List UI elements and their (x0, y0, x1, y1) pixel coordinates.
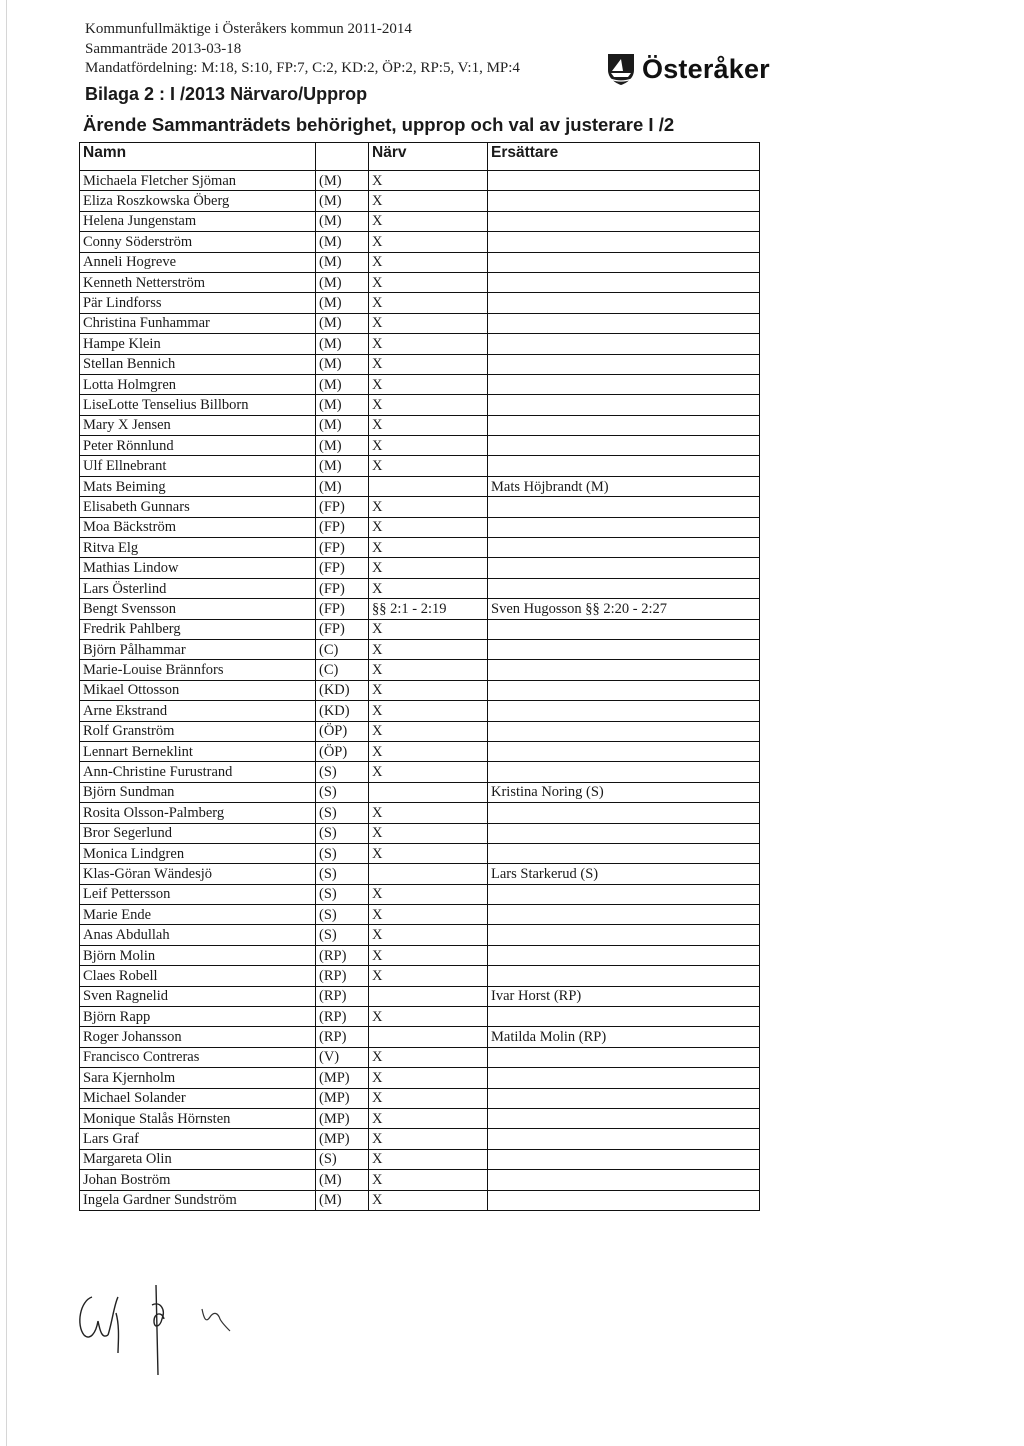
attendance-mark: X (369, 619, 488, 639)
table-row (80, 497, 760, 517)
member-party: (S) (316, 762, 369, 782)
table-row (80, 884, 760, 904)
member-name: Rolf Granström (80, 721, 316, 741)
attendance-mark: X (369, 313, 488, 333)
attendance-mark: X (369, 232, 488, 252)
member-party: (M) (316, 232, 369, 252)
substitute-name (488, 171, 760, 191)
member-party: (M) (316, 456, 369, 476)
member-party: (FP) (316, 578, 369, 598)
table-row (80, 1007, 760, 1027)
table-row (80, 782, 760, 802)
member-name: Leif Pettersson (80, 884, 316, 904)
substitute-name (488, 1108, 760, 1128)
table-row (80, 293, 760, 313)
substitute-name (488, 497, 760, 517)
member-party: (M) (316, 171, 369, 191)
member-name: Arne Ekstrand (80, 701, 316, 721)
attendance-mark: X (369, 415, 488, 435)
substitute-name (488, 1007, 760, 1027)
table-row (80, 1027, 760, 1047)
member-party: (S) (316, 782, 369, 802)
member-name: Anneli Hogreve (80, 252, 316, 272)
column-header-substitute: Ersättare (488, 143, 760, 171)
column-header-attendance: Närv (369, 143, 488, 171)
attendance-mark: X (369, 843, 488, 863)
attendance-mark: X (369, 803, 488, 823)
substitute-name (488, 578, 760, 598)
member-party: (FP) (316, 619, 369, 639)
table-row (80, 456, 760, 476)
member-name: Christina Funhammar (80, 313, 316, 333)
table-row (80, 762, 760, 782)
substitute-name (488, 395, 760, 415)
header-council-line: Kommunfullmäktige i Österåkers kommun 2011-2014 (85, 21, 412, 37)
member-name: Klas-Göran Wändesjö (80, 864, 316, 884)
substitute-name (488, 1190, 760, 1210)
attendance-mark: X (369, 293, 488, 313)
member-party: (KD) (316, 701, 369, 721)
substitute-name (488, 1129, 760, 1149)
substitute-name (488, 232, 760, 252)
table-row (80, 1129, 760, 1149)
member-party: (RP) (316, 1027, 369, 1047)
table-row (80, 395, 760, 415)
member-name: Elisabeth Gunnars (80, 497, 316, 517)
scan-edge-line (6, 0, 7, 1446)
table-row (80, 599, 760, 619)
member-name: Moa Bäckström (80, 517, 316, 537)
member-party: (MP) (316, 1129, 369, 1149)
table-row (80, 252, 760, 272)
substitute-name (488, 558, 760, 578)
member-party: (S) (316, 803, 369, 823)
member-party: (ÖP) (316, 741, 369, 761)
table-row (80, 741, 760, 761)
substitute-name (488, 823, 760, 843)
member-name: Stellan Bennich (80, 354, 316, 374)
column-header-party (316, 143, 369, 171)
member-party: (M) (316, 191, 369, 211)
attendance-mark: X (369, 517, 488, 537)
table-row (80, 1088, 760, 1108)
member-name: Mats Beiming (80, 476, 316, 496)
member-name: Claes Robell (80, 966, 316, 986)
attendance-mark: X (369, 945, 488, 965)
member-party: (M) (316, 252, 369, 272)
table-row (80, 966, 760, 986)
member-name: Bengt Svensson (80, 599, 316, 619)
member-party: (FP) (316, 497, 369, 517)
substitute-name (488, 374, 760, 394)
attendance-mark: §§ 2:1 - 2:19 (369, 599, 488, 619)
header-seat-distribution: Mandatfördelning: M:18, S:10, FP:7, C:2, KD:2, ÖP:2, RP:5, V:1, MP:4 (85, 60, 520, 76)
member-name: Roger Johansson (80, 1027, 316, 1047)
substitute-name (488, 803, 760, 823)
table-row (80, 1149, 760, 1169)
attendance-mark: X (369, 252, 488, 272)
attendance-mark: X (369, 660, 488, 680)
member-name: Sven Ragnelid (80, 986, 316, 1006)
table-row (80, 313, 760, 333)
member-party: (M) (316, 211, 369, 231)
member-party: (M) (316, 272, 369, 292)
member-name: Ritva Elg (80, 538, 316, 558)
member-party: (FP) (316, 538, 369, 558)
table-row (80, 945, 760, 965)
table-row (80, 1108, 760, 1128)
attendance-mark: X (369, 639, 488, 659)
member-party: (M) (316, 1170, 369, 1190)
table-row (80, 619, 760, 639)
member-party: (M) (316, 293, 369, 313)
member-name: Björn Rapp (80, 1007, 316, 1027)
attendance-mark: X (369, 1108, 488, 1128)
attendance-mark: X (369, 884, 488, 904)
attendance-mark (369, 476, 488, 496)
member-party: (C) (316, 639, 369, 659)
member-name: Michaela Fletcher Sjöman (80, 171, 316, 191)
substitute-name (488, 293, 760, 313)
member-party: (V) (316, 1047, 369, 1067)
member-party: (M) (316, 476, 369, 496)
attendance-mark: X (369, 578, 488, 598)
substitute-name: Kristina Noring (S) (488, 782, 760, 802)
table-row (80, 558, 760, 578)
attendance-mark: X (369, 925, 488, 945)
member-name: Margareta Olin (80, 1149, 316, 1169)
attendance-mark: X (369, 395, 488, 415)
member-party: (S) (316, 843, 369, 863)
table-row (80, 517, 760, 537)
table-row (80, 864, 760, 884)
member-name: Monique Stalås Hörnsten (80, 1108, 316, 1128)
member-party: (S) (316, 884, 369, 904)
attendance-table (79, 142, 760, 1211)
member-party: (M) (316, 374, 369, 394)
table-row (80, 905, 760, 925)
substitute-name (488, 762, 760, 782)
table-row (80, 925, 760, 945)
table-row (80, 211, 760, 231)
attendance-mark: X (369, 741, 488, 761)
substitute-name (488, 680, 760, 700)
substitute-name (488, 517, 760, 537)
attendance-mark: X (369, 191, 488, 211)
member-name: Sara Kjernholm (80, 1068, 316, 1088)
member-name: Marie-Louise Brännfors (80, 660, 316, 680)
member-party: (S) (316, 864, 369, 884)
coat-of-arms-icon (606, 52, 636, 86)
member-name: Francisco Contreras (80, 1047, 316, 1067)
member-party: (FP) (316, 558, 369, 578)
substitute-name (488, 272, 760, 292)
appendix-title: Bilaga 2 : I /2013 Närvaro/Upprop (85, 84, 368, 104)
attendance-mark: X (369, 538, 488, 558)
attendance-mark: X (369, 1129, 488, 1149)
table-row (80, 334, 760, 354)
substitute-name (488, 639, 760, 659)
member-name: Helena Jungenstam (80, 211, 316, 231)
table-row (80, 986, 760, 1006)
substitute-name (488, 843, 760, 863)
table-row (80, 232, 760, 252)
substitute-name (488, 334, 760, 354)
substitute-name (488, 538, 760, 558)
table-row (80, 476, 760, 496)
table-row (80, 660, 760, 680)
attendance-mark: X (369, 374, 488, 394)
member-name: Ulf Ellnebrant (80, 456, 316, 476)
attendance-mark (369, 986, 488, 1006)
attendance-mark: X (369, 354, 488, 374)
member-party: (FP) (316, 599, 369, 619)
member-name: Björn Sundman (80, 782, 316, 802)
member-name: Lars Österlind (80, 578, 316, 598)
member-name: Johan Boström (80, 1170, 316, 1190)
member-party: (RP) (316, 1007, 369, 1027)
member-party: (RP) (316, 986, 369, 1006)
substitute-name (488, 741, 760, 761)
attendance-mark: X (369, 456, 488, 476)
substitute-name (488, 660, 760, 680)
member-name: Monica Lindgren (80, 843, 316, 863)
table-row (80, 578, 760, 598)
attendance-mark (369, 864, 488, 884)
table-row (80, 1190, 760, 1210)
substitute-name (488, 1068, 760, 1088)
table-row (80, 701, 760, 721)
attendance-mark: X (369, 1190, 488, 1210)
member-party: (M) (316, 1190, 369, 1210)
substitute-name (488, 721, 760, 741)
member-party: (S) (316, 905, 369, 925)
member-party: (M) (316, 354, 369, 374)
member-name: Anas Abdullah (80, 925, 316, 945)
member-name: Kenneth Netterström (80, 272, 316, 292)
table-row (80, 1068, 760, 1088)
substitute-name: Mats Höjbrandt (M) (488, 476, 760, 496)
member-name: Marie Ende (80, 905, 316, 925)
substitute-name (488, 1088, 760, 1108)
member-name: Hampe Klein (80, 334, 316, 354)
substitute-name (488, 415, 760, 435)
attendance-mark: X (369, 497, 488, 517)
member-name: Lotta Holmgren (80, 374, 316, 394)
member-name: Ann-Christine Furustrand (80, 762, 316, 782)
table-row (80, 803, 760, 823)
member-party: (S) (316, 1149, 369, 1169)
table-row (80, 171, 760, 191)
substitute-name (488, 354, 760, 374)
attendance-table-body (80, 171, 760, 1211)
attendance-mark: X (369, 823, 488, 843)
substitute-name: Ivar Horst (RP) (488, 986, 760, 1006)
substitute-name (488, 945, 760, 965)
member-party: (KD) (316, 680, 369, 700)
municipality-name: Österåker (642, 53, 770, 84)
attendance-mark (369, 1027, 488, 1047)
member-name: Mathias Lindow (80, 558, 316, 578)
substitute-name (488, 456, 760, 476)
member-name: Michael Solander (80, 1088, 316, 1108)
substitute-name (488, 884, 760, 904)
member-party: (MP) (316, 1108, 369, 1128)
table-row (80, 272, 760, 292)
substitute-name (488, 1170, 760, 1190)
substitute-name (488, 1149, 760, 1169)
substitute-name: Lars Starkerud (S) (488, 864, 760, 884)
substitute-name (488, 966, 760, 986)
member-party: (RP) (316, 945, 369, 965)
attendance-mark: X (369, 171, 488, 191)
member-name: Lennart Berneklint (80, 741, 316, 761)
table-header-row (80, 143, 760, 171)
attendance-mark: X (369, 272, 488, 292)
table-row (80, 1170, 760, 1190)
substitute-name (488, 252, 760, 272)
attendance-mark: X (369, 966, 488, 986)
attendance-mark: X (369, 1068, 488, 1088)
member-name: Mikael Ottosson (80, 680, 316, 700)
member-name: Bror Segerlund (80, 823, 316, 843)
member-party: (FP) (316, 517, 369, 537)
header-meeting-date: Sammanträde 2013-03-18 (85, 40, 242, 57)
table-row (80, 415, 760, 435)
member-party: (C) (316, 660, 369, 680)
attendance-mark: X (369, 1047, 488, 1067)
handwritten-signature (62, 1275, 262, 1385)
attendance-mark: X (369, 1170, 488, 1190)
table-row (80, 639, 760, 659)
member-party: (RP) (316, 966, 369, 986)
table-row (80, 823, 760, 843)
attendance-mark: X (369, 334, 488, 354)
attendance-mark: X (369, 1088, 488, 1108)
table-row (80, 843, 760, 863)
member-party: (M) (316, 313, 369, 333)
substitute-name (488, 436, 760, 456)
attendance-mark: X (369, 211, 488, 231)
member-name: Lars Graf (80, 1129, 316, 1149)
substitute-name (488, 313, 760, 333)
member-party: (ÖP) (316, 721, 369, 741)
member-name: LiseLotte Tenselius Billborn (80, 395, 316, 415)
attendance-mark: X (369, 558, 488, 578)
member-party: (S) (316, 823, 369, 843)
member-name: Ingela Gardner Sundström (80, 1190, 316, 1210)
attendance-mark: X (369, 701, 488, 721)
attendance-mark: X (369, 680, 488, 700)
municipality-logo (606, 52, 770, 86)
agenda-item-title: Ärende Sammanträdets behörighet, upprop och val av justerare I /2 (83, 114, 675, 135)
substitute-name (488, 619, 760, 639)
member-party: (MP) (316, 1088, 369, 1108)
member-party: (M) (316, 334, 369, 354)
member-name: Rosita Olsson-Palmberg (80, 803, 316, 823)
member-name: Fredrik Pahlberg (80, 619, 316, 639)
substitute-name (488, 701, 760, 721)
table-row (80, 191, 760, 211)
member-name: Pär Lindforss (80, 293, 316, 313)
member-party: (S) (316, 925, 369, 945)
member-name: Eliza Roszkowska Öberg (80, 191, 316, 211)
substitute-name (488, 1047, 760, 1067)
table-row (80, 721, 760, 741)
substitute-name (488, 211, 760, 231)
member-name: Björn Pålhammar (80, 639, 316, 659)
column-header-name: Namn (80, 143, 316, 171)
member-party: (M) (316, 436, 369, 456)
substitute-name (488, 905, 760, 925)
table-row (80, 374, 760, 394)
attendance-mark: X (369, 905, 488, 925)
table-row (80, 436, 760, 456)
table-row (80, 680, 760, 700)
member-name: Björn Molin (80, 945, 316, 965)
substitute-name: Sven Hugosson §§ 2:20 - 2:27 (488, 599, 760, 619)
table-row (80, 354, 760, 374)
member-party: (M) (316, 415, 369, 435)
table-row (80, 538, 760, 558)
member-name: Peter Rönnlund (80, 436, 316, 456)
attendance-mark: X (369, 436, 488, 456)
attendance-mark (369, 782, 488, 802)
attendance-mark: X (369, 1007, 488, 1027)
member-party: (MP) (316, 1068, 369, 1088)
member-party: (M) (316, 395, 369, 415)
substitute-name: Matilda Molin (RP) (488, 1027, 760, 1047)
table-row (80, 1047, 760, 1067)
attendance-mark: X (369, 721, 488, 741)
attendance-mark: X (369, 1149, 488, 1169)
member-name: Mary X Jensen (80, 415, 316, 435)
substitute-name (488, 925, 760, 945)
substitute-name (488, 191, 760, 211)
member-name: Conny Söderström (80, 232, 316, 252)
attendance-mark: X (369, 762, 488, 782)
